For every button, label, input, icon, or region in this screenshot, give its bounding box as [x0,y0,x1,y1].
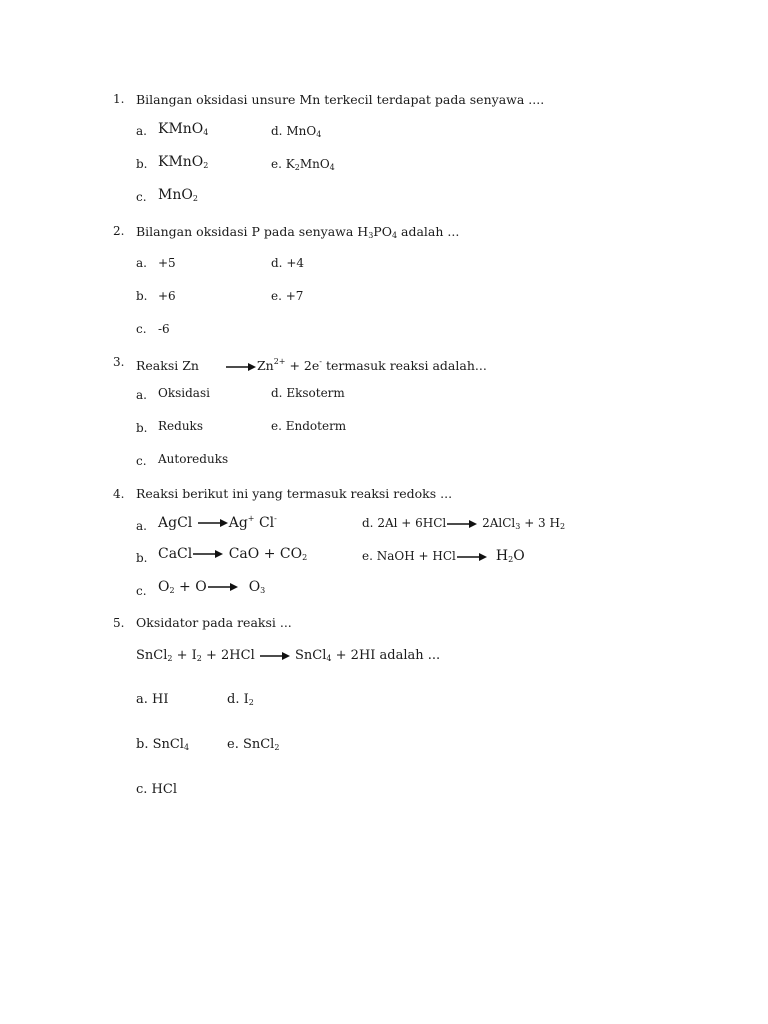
reaction-arrow-icon [208,582,238,592]
question-2-number: 2. [113,224,125,238]
q4-option-d: d. 2Al + 6HCl 2AlCl$_3$ + 3 $H_2$ [362,516,566,531]
q1-option-b: KMnO$_2$ [158,154,209,170]
q1-option-c-label: c. [136,190,147,204]
question-1-number: 1. [113,92,125,106]
q3-option-a-label: a. [136,388,147,402]
q1-option-e: e. $K_2MnO_4$ [271,157,335,172]
question-3-text: Reaksi Zn $Zn^{2+} + 2e^-$ termasuk reaksi adalah... [136,357,487,373]
q5-option-c: c. HCl [136,782,177,797]
question-3-number: 3. [113,355,125,369]
q3-option-e: e. Endoterm [271,419,347,433]
q2-option-e: e. +7 [271,289,304,303]
q4-option-a: AgCl Ag+ Cl- [158,514,277,531]
q2-option-b-label: b. [136,289,148,303]
q2-option-c-label: c. [136,322,147,336]
reaction-arrow-icon [457,552,487,562]
q3-option-c: Autoreduks [158,452,229,466]
q4-option-e: e. NaOH + HCl $H_2O$ [362,548,525,564]
q2-option-a: +5 [158,256,176,270]
q3-option-b-label: b. [136,421,148,435]
q1-option-d: d. MnO$_4$ [271,124,322,139]
q2-option-b: +6 [158,289,176,303]
reaction-arrow-icon [260,651,290,661]
q5-option-d: d. $I_2$ [227,692,254,707]
q2-option-c: -6 [158,322,170,336]
q4-option-b-label: b. [136,551,148,565]
question-5-text: Oksidator pada reaksi ... [136,615,292,630]
q1-option-a: KMnO$_4$ [158,121,209,137]
q3-option-d: d. Eksoterm [271,386,345,400]
q5-option-e: e. SnCl$_2$ [227,737,280,752]
reaction-arrow-icon [226,362,256,372]
q2-option-d: d. +4 [271,256,305,270]
q1-option-c: MnO$_2$ [158,187,198,203]
q5-equation: SnCl$_2$ + $I_2 + 2HCl$ SnCl$_4$ + 2HI adalah ... [136,648,441,663]
reaction-arrow-icon [198,518,228,528]
q4-option-c: $O_2 + O$ $O_3$ [158,579,266,595]
question-4-number: 4. [113,487,125,501]
question-1-text: Bilangan oksidasi unsure Mn terkecil terdapat pada senyawa .... [136,92,545,107]
reaction-arrow-icon [447,519,477,529]
question-5-number: 5. [113,616,125,630]
q3-option-c-label: c. [136,454,147,468]
q5-option-a: a. HI [136,692,169,707]
q2-option-a-label: a. [136,256,147,270]
q5-option-b: b. SnCl$_4$ [136,737,190,752]
question-2-text: Bilangan oksidasi P pada senyawa $H_3PO_4$ adalah ... [136,224,460,240]
q1-option-a-label: a. [136,124,147,138]
reaction-arrow-icon [193,549,223,559]
q4-option-c-label: c. [136,584,147,598]
q3-option-b: Reduks [158,419,203,433]
q3-option-a: Oksidasi [158,386,210,400]
q4-option-a-label: a. [136,519,147,533]
q4-option-b: CaCl CaO + $CO_2$ [158,546,308,562]
q1-option-b-label: b. [136,157,148,171]
question-4-text: Reaksi berikut ini yang termasuk reaksi redoks ... [136,486,453,501]
